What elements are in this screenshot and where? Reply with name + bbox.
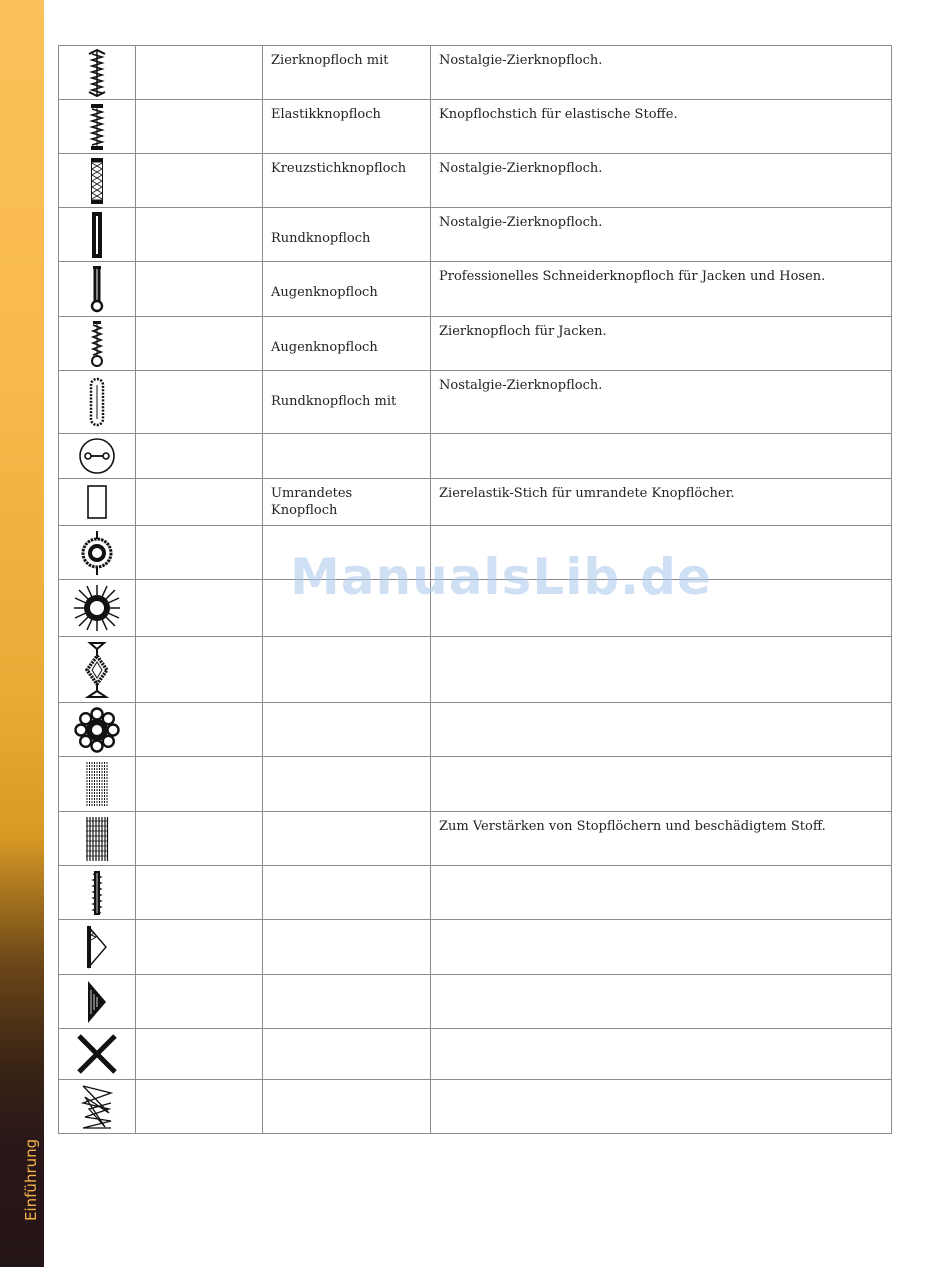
table-row (59, 920, 892, 975)
eyelet-icon (59, 526, 136, 580)
keyhole-buttonhole-icon (59, 262, 136, 317)
stitch-description: Nostalgie-Zierknopfloch. (431, 371, 892, 434)
stitch-number-cell (136, 580, 263, 637)
stitch-description (431, 866, 892, 920)
stitch-name: Umrandetes Knopfloch (263, 479, 431, 526)
bartack-icon (59, 866, 136, 920)
stitch-number-cell (136, 479, 263, 526)
flower-eyelet-icon (59, 703, 136, 757)
button-sew-icon (59, 434, 136, 479)
stitch-description (431, 975, 892, 1029)
stitch-number-cell (136, 975, 263, 1029)
triangle-tack-icon (59, 920, 136, 975)
stitch-name (263, 1080, 431, 1134)
stitch-number-cell (136, 1080, 263, 1134)
stitch-description (431, 703, 892, 757)
stitch-name (263, 920, 431, 975)
stitch-number-cell (136, 1029, 263, 1080)
stitch-name (263, 1029, 431, 1080)
stitch-number-cell (136, 637, 263, 703)
stitch-description (431, 1080, 892, 1134)
stitch-description (431, 920, 892, 975)
stitch-name: Augenknopfloch (263, 262, 431, 317)
stitch-description (431, 757, 892, 812)
darning-icon (59, 757, 136, 812)
table-row (59, 1029, 892, 1080)
table-row (59, 317, 892, 371)
stitch-name: Rundknopfloch mit (263, 371, 431, 434)
stitch-name: Zierknopfloch mit (263, 46, 431, 100)
chapter-label-text: Einführung (22, 1138, 40, 1221)
table-row (59, 154, 892, 208)
zigzag-tack-icon (59, 1080, 136, 1134)
stitch-number-cell (136, 812, 263, 866)
table-row (59, 975, 892, 1029)
round-buttonhole-icon (59, 208, 136, 262)
table-row (59, 208, 892, 262)
table-row (59, 434, 892, 479)
table-row (59, 479, 892, 526)
table-row (59, 262, 892, 317)
stitch-description: Nostalgie-Zierknopfloch. (431, 154, 892, 208)
stitch-description: Nostalgie-Zierknopfloch. (431, 208, 892, 262)
stitch-number-cell (136, 526, 263, 580)
chapter-label (0, 1130, 44, 1230)
stitch-description: Nostalgie-Zierknopfloch. (431, 46, 892, 100)
stitch-description: Professionelles Schneiderknopfloch für Jacken und Hosen. (431, 262, 892, 317)
table-row (59, 371, 892, 434)
stitch-name (263, 757, 431, 812)
table-row (59, 100, 892, 154)
stitch-description (431, 637, 892, 703)
stitch-description: Knopflochstich für elastische Stoffe. (431, 100, 892, 154)
table-row (59, 812, 892, 866)
stitch-name (263, 866, 431, 920)
stitch-description: Zum Verstärken von Stopflöchern und beschädigtem Stoff. (431, 812, 892, 866)
stitch-number-cell (136, 208, 263, 262)
teardrop-eyelet-icon (59, 637, 136, 703)
stitch-name (263, 812, 431, 866)
stitch-name: Elastikknopfloch (263, 100, 431, 154)
keyhole-buttonhole-2-icon (59, 317, 136, 371)
stitch-number-cell (136, 434, 263, 479)
table-row (59, 866, 892, 920)
stitch-name (263, 637, 431, 703)
table-row (59, 757, 892, 812)
watermark: ManualsLib.de (290, 548, 712, 606)
stitch-name (263, 703, 431, 757)
bound-buttonhole-icon (59, 479, 136, 526)
zier-buttonhole-icon (59, 46, 136, 100)
stitch-description: Zierknopfloch für Jacken. (431, 317, 892, 371)
stitch-description (431, 1029, 892, 1080)
scalloped-buttonhole-icon (59, 371, 136, 434)
stitch-name (263, 434, 431, 479)
stitch-description (431, 434, 892, 479)
elastic-buttonhole-icon (59, 100, 136, 154)
star-eyelet-icon (59, 580, 136, 637)
chapter-sidebar (0, 0, 44, 1267)
stitch-name: Kreuzstichknopfloch (263, 154, 431, 208)
stitch-name: Rundknopfloch (263, 208, 431, 262)
stitch-number-cell (136, 920, 263, 975)
table-row (59, 46, 892, 100)
cross-stitch-buttonhole-icon (59, 154, 136, 208)
stitch-number-cell (136, 262, 263, 317)
stitch-number-cell (136, 866, 263, 920)
stitch-description: Zierelastik-Stich für umrandete Knopflöcher. (431, 479, 892, 526)
table-row (59, 703, 892, 757)
filled-triangle-tack-icon (59, 975, 136, 1029)
table-row (59, 637, 892, 703)
x-tack-icon (59, 1029, 136, 1080)
stitch-number-cell (136, 371, 263, 434)
stitch-name (263, 975, 431, 1029)
table-row (59, 1080, 892, 1134)
stitch-number-cell (136, 757, 263, 812)
stitch-number-cell (136, 154, 263, 208)
stitch-name: Augenknopfloch (263, 317, 431, 371)
stitch-number-cell (136, 703, 263, 757)
stitch-number-cell (136, 317, 263, 371)
darning-reinforced-icon (59, 812, 136, 866)
stitch-number-cell (136, 100, 263, 154)
stitch-number-cell (136, 46, 263, 100)
